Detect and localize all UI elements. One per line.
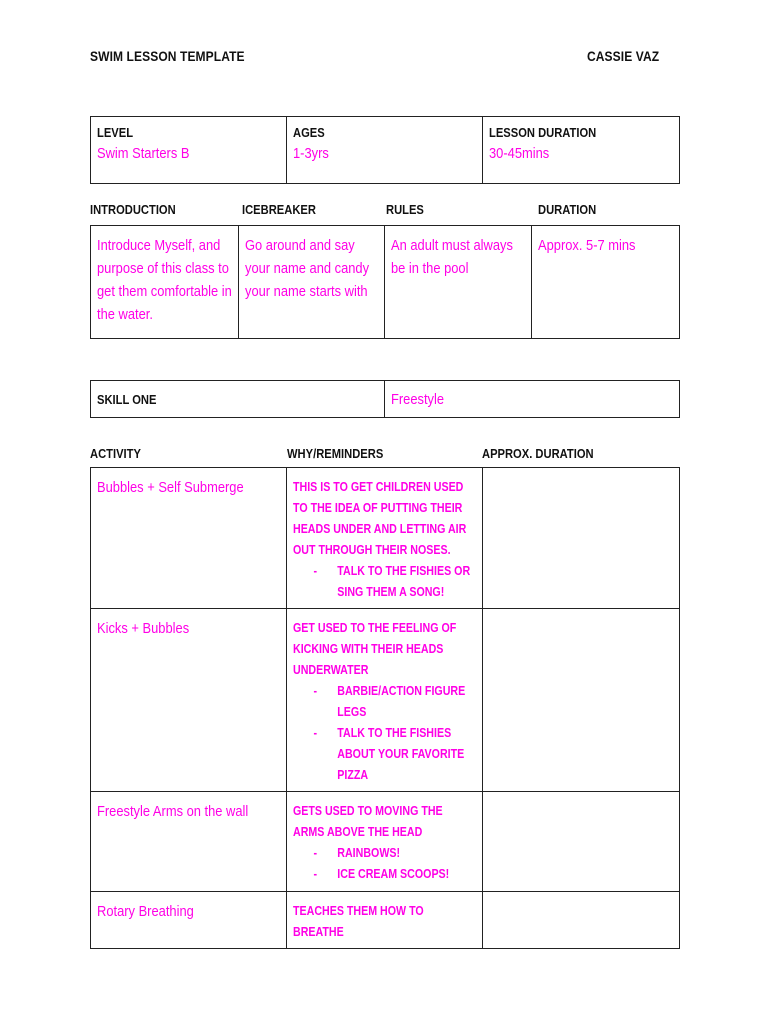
reminder-list (293, 842, 472, 884)
lesson-duration-value: 30-45mins (489, 145, 550, 162)
activity-why-cell (287, 609, 483, 792)
reminder-item: - RAINBOWS! (293, 842, 472, 863)
activity-duration-cell (483, 609, 680, 792)
activity-name: Freestyle Arms on the wall (97, 803, 249, 820)
overview-table (90, 116, 680, 184)
document-title: SWIM LESSON TEMPLATE (90, 48, 245, 64)
skill-value-cell (385, 381, 680, 418)
activity-name: Kicks + Bubbles (97, 620, 190, 637)
activities-table (90, 467, 680, 949)
activity-name-cell (91, 792, 287, 892)
reminder-item: - BARBIE/ACTION FIGURE LEGS (293, 680, 472, 722)
why-text: THIS IS TO GET CHILDREN USED TO THE IDEA OF PUTTING THEIR HEADS UNDER AND LETTING AIR OUT THROUGH THEIR NOSES. (293, 479, 467, 557)
icebreaker-text: Go around and say your name and candy your name starts with (245, 237, 370, 300)
ages-label: AGES (293, 125, 325, 140)
activity-duration-cell (483, 468, 680, 609)
intro-table (90, 225, 680, 339)
why-text: TEACHES THEM HOW TO BREATHE (293, 903, 424, 939)
introduction-text: Introduce Myself, and purpose of this class to get them comfortable in the water. (97, 237, 232, 323)
activity-name-cell (91, 892, 287, 949)
activity-name-cell (91, 609, 287, 792)
activity-name: Bubbles + Self Submerge (97, 479, 244, 496)
table-row (91, 792, 680, 892)
activity-why (293, 800, 472, 884)
activity-duration-cell (483, 792, 680, 892)
introduction-header: INTRODUCTION (90, 202, 176, 217)
why-text: GET USED TO THE FEELING OF KICKING WITH THEIR HEADS UNDERWATER (293, 620, 457, 677)
reminder-item: - ICE CREAM SCOOPS! (293, 863, 472, 884)
activity-header: ACTIVITY (90, 446, 141, 461)
rules-text: An adult must always be in the pool (391, 237, 513, 277)
lesson-duration-cell (483, 117, 680, 184)
level-cell (91, 117, 287, 184)
duration-text: Approx. 5-7 mins (538, 237, 636, 254)
intro-header-row (90, 202, 679, 222)
lesson-duration-label: LESSON DURATION (489, 125, 597, 140)
rules-cell (385, 226, 532, 339)
activity-why-cell (287, 792, 483, 892)
level-label: LEVEL (97, 125, 134, 140)
activity-why (293, 900, 472, 942)
why-text: GETS USED TO MOVING THE ARMS ABOVE THE HEAD (293, 803, 443, 839)
introduction-cell (91, 226, 239, 339)
why-header: WHY/REMINDERS (287, 446, 384, 461)
activity-why (293, 617, 472, 785)
ages-value: 1-3yrs (293, 145, 329, 162)
table-row (91, 468, 680, 609)
skill-value: Freestyle (391, 390, 445, 408)
table-row (91, 892, 680, 949)
activity-name: Rotary Breathing (97, 903, 194, 920)
skill-label: SKILL ONE (97, 391, 157, 407)
duration-cell (532, 226, 680, 339)
level-value: Swim Starters B (97, 145, 190, 162)
reminder-list (293, 560, 472, 602)
activity-duration-cell (483, 892, 680, 949)
activity-why-cell (287, 468, 483, 609)
skill-label-cell (91, 381, 385, 418)
activity-header-row (90, 446, 679, 466)
activity-name-cell (91, 468, 287, 609)
table-row (91, 609, 680, 792)
skill-table (90, 380, 680, 418)
reminder-item: - TALK TO THE FISHIES OR SING THEM A SONG! (293, 560, 472, 602)
reminder-list (293, 680, 472, 785)
rules-header: RULES (386, 202, 424, 217)
author-name: CASSIE VAZ (587, 48, 660, 64)
activity-why (293, 476, 472, 602)
duration-header: DURATION (538, 202, 597, 217)
icebreaker-header: ICEBREAKER (242, 202, 316, 217)
activity-why-cell (287, 892, 483, 949)
ages-cell (287, 117, 483, 184)
approx-duration-header: APPROX. DURATION (482, 446, 594, 461)
icebreaker-cell (239, 226, 385, 339)
reminder-item: - TALK TO THE FISHIES ABOUT YOUR FAVORITE PIZZA (293, 722, 472, 785)
